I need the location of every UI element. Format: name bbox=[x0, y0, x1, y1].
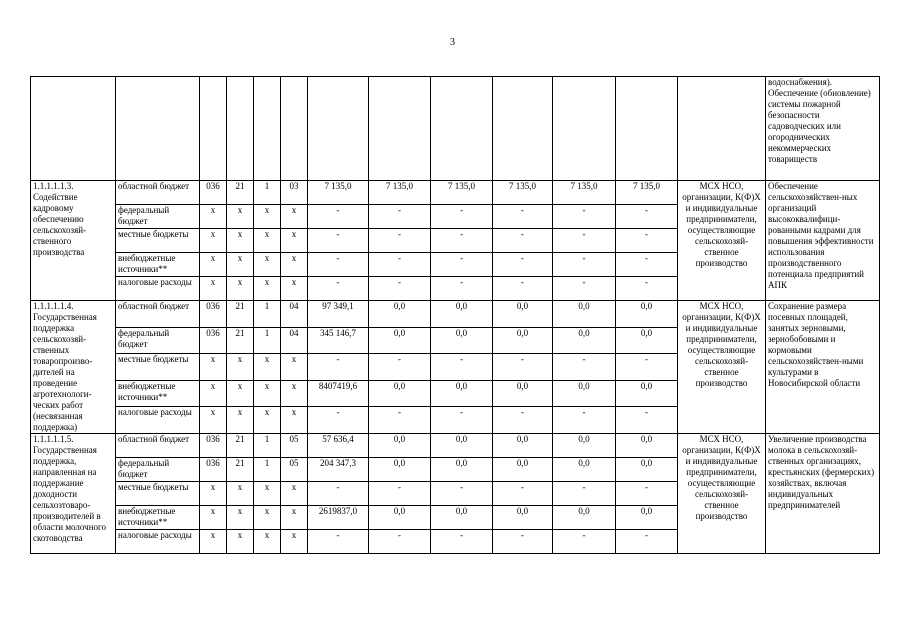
year-value-6: 0,0 bbox=[616, 506, 678, 530]
rz-code: х bbox=[227, 482, 254, 506]
pr-code: 1 bbox=[254, 458, 281, 482]
year-value-1: 7 135,0 bbox=[308, 181, 369, 205]
year-value-4: 0,0 bbox=[493, 434, 553, 458]
year-value-2: - bbox=[369, 253, 431, 277]
year-value-6: - bbox=[616, 354, 678, 381]
year-value-4: 0,0 bbox=[493, 301, 553, 328]
pr-code: х bbox=[254, 277, 281, 301]
year-value-6: - bbox=[616, 205, 678, 229]
executor: МСХ НСО, организации, К(Ф)Х и индивидуальные предприниматели, осуществляющие сельскохозяй-ственное производство bbox=[678, 434, 766, 554]
executor: МСХ НСО, организации, К(Ф)Х и индивидуальные предприниматели, осуществляющие сельскохозяй-ственное производство bbox=[678, 301, 766, 434]
rz-code: х bbox=[227, 407, 254, 434]
grbs-code: х bbox=[200, 253, 227, 277]
rz-code: 21 bbox=[227, 181, 254, 205]
grbs-code: х bbox=[200, 277, 227, 301]
measure-name: 1.1.1.1.1.4. Государственная поддержка сельскохозяй-ственных товаропроизво-дителей на проведение агротехнологи-ческих работ (несвязанная поддержка) bbox=[31, 301, 116, 434]
funding-source: областной бюджет bbox=[116, 434, 200, 458]
year-value-4: - bbox=[493, 253, 553, 277]
year-value-1: 57 636,4 bbox=[308, 434, 369, 458]
year-value-3: - bbox=[431, 277, 493, 301]
year-value-5: - bbox=[553, 277, 616, 301]
expected-result: Увеличение производства молока в сельскохозяй-ственных организациях, крестьянских (фермерских) хозяйствах, включая индивидуальных предпринимателей bbox=[766, 434, 880, 554]
year-value-2: - bbox=[369, 205, 431, 229]
year-value-3: - bbox=[431, 205, 493, 229]
csr-code: 04 bbox=[281, 301, 308, 328]
year-value-6: 0,0 bbox=[616, 380, 678, 407]
year-value-2: 7 135,0 bbox=[369, 181, 431, 205]
year-value-4: 0,0 bbox=[493, 380, 553, 407]
rz-code: 21 bbox=[227, 434, 254, 458]
year-value-5: - bbox=[553, 229, 616, 253]
year-value-6: 0,0 bbox=[616, 301, 678, 328]
year-value-2: 0,0 bbox=[369, 458, 431, 482]
table-row bbox=[31, 434, 880, 458]
funding-source: областной бюджет bbox=[116, 301, 200, 328]
rz-code: 21 bbox=[227, 301, 254, 328]
year-value-5: 0,0 bbox=[553, 506, 616, 530]
rz-code: х bbox=[227, 506, 254, 530]
year-value-2: 0,0 bbox=[369, 301, 431, 328]
funding-source: федеральный бюджет bbox=[116, 205, 200, 229]
year-value-2: 0,0 bbox=[369, 434, 431, 458]
funding-source: местные бюджеты bbox=[116, 229, 200, 253]
csr-code: х bbox=[281, 530, 308, 554]
year-value-2: 0,0 bbox=[369, 506, 431, 530]
year-value-1: - bbox=[308, 205, 369, 229]
csr-code: х bbox=[281, 407, 308, 434]
year-value-3: - bbox=[431, 530, 493, 554]
grbs-code: 036 bbox=[200, 434, 227, 458]
year-value-4: 0,0 bbox=[493, 327, 553, 354]
year-value-5: - bbox=[553, 530, 616, 554]
funding-source: областной бюджет bbox=[116, 181, 200, 205]
year-value-2: 0,0 bbox=[369, 327, 431, 354]
pr-code: х bbox=[254, 407, 281, 434]
year-value-4: - bbox=[493, 354, 553, 381]
grbs-code: х bbox=[200, 407, 227, 434]
grbs-code: 036 bbox=[200, 458, 227, 482]
year-value-4: - bbox=[493, 482, 553, 506]
csr-code: х bbox=[281, 380, 308, 407]
year-value-1: 97 349,1 bbox=[308, 301, 369, 328]
funding-source: налоговые расходы bbox=[116, 530, 200, 554]
funding-source: внебюджетные источники** bbox=[116, 380, 200, 407]
grbs-code: х bbox=[200, 205, 227, 229]
measure-name: 1.1.1.1.1.3. Содействие кадровому обеспечению сельскохозяй-ственного производства bbox=[31, 181, 116, 301]
grbs-code: х bbox=[200, 380, 227, 407]
year-value-5: - bbox=[553, 253, 616, 277]
year-value-5: 0,0 bbox=[553, 327, 616, 354]
year-value-1: 345 146,7 bbox=[308, 327, 369, 354]
year-value-3: - bbox=[431, 229, 493, 253]
csr-code: 03 bbox=[281, 181, 308, 205]
year-value-2: - bbox=[369, 407, 431, 434]
continuation-row bbox=[31, 77, 880, 181]
rz-code: х bbox=[227, 277, 254, 301]
rz-code: х bbox=[227, 354, 254, 381]
year-value-5: 0,0 bbox=[553, 458, 616, 482]
funding-source: федеральный бюджет bbox=[116, 458, 200, 482]
year-value-6: 7 135,0 bbox=[616, 181, 678, 205]
csr-code: х bbox=[281, 205, 308, 229]
year-value-5: - bbox=[553, 482, 616, 506]
year-value-1: - bbox=[308, 253, 369, 277]
pr-code: х bbox=[254, 506, 281, 530]
pr-code: 1 bbox=[254, 434, 281, 458]
csr-code: 05 bbox=[281, 458, 308, 482]
year-value-6: - bbox=[616, 253, 678, 277]
year-value-3: 0,0 bbox=[431, 301, 493, 328]
year-value-4: - bbox=[493, 530, 553, 554]
pr-code: х bbox=[254, 205, 281, 229]
rz-code: х bbox=[227, 530, 254, 554]
grbs-code: 036 bbox=[200, 181, 227, 205]
funding-source: внебюджетные источники** bbox=[116, 253, 200, 277]
rz-code: х bbox=[227, 229, 254, 253]
year-value-4: 7 135,0 bbox=[493, 181, 553, 205]
csr-code: х bbox=[281, 482, 308, 506]
pr-code: х bbox=[254, 354, 281, 381]
pr-code: 1 bbox=[254, 327, 281, 354]
csr-code: х bbox=[281, 506, 308, 530]
year-value-1: 2619837,0 bbox=[308, 506, 369, 530]
measure-name: 1.1.1.1.1.5. Государственная поддержка, направленная на поддержание доходности сельхозтоваро-производителей в области молочного скотоводства bbox=[31, 434, 116, 554]
year-value-1: 204 347,3 bbox=[308, 458, 369, 482]
year-value-1: - bbox=[308, 530, 369, 554]
csr-code: 05 bbox=[281, 434, 308, 458]
budget-table bbox=[30, 76, 880, 554]
grbs-code: х bbox=[200, 482, 227, 506]
funding-source: налоговые расходы bbox=[116, 407, 200, 434]
rz-code: х bbox=[227, 253, 254, 277]
year-value-2: - bbox=[369, 530, 431, 554]
year-value-4: - bbox=[493, 229, 553, 253]
rz-code: 21 bbox=[227, 458, 254, 482]
year-value-6: 0,0 bbox=[616, 434, 678, 458]
year-value-4: - bbox=[493, 277, 553, 301]
csr-code: х bbox=[281, 229, 308, 253]
year-value-2: - bbox=[369, 482, 431, 506]
continuation-result: водоснабжения). Обеспечение (обновление) системы пожарной безопасности садоводческих или огороднических некоммерческих товариществ bbox=[766, 77, 880, 181]
funding-source: внебюджетные источники** bbox=[116, 506, 200, 530]
year-value-5: 0,0 bbox=[553, 434, 616, 458]
year-value-3: 0,0 bbox=[431, 458, 493, 482]
rz-code: 21 bbox=[227, 327, 254, 354]
year-value-1: - bbox=[308, 354, 369, 381]
year-value-2: - bbox=[369, 354, 431, 381]
year-value-6: 0,0 bbox=[616, 458, 678, 482]
year-value-6: - bbox=[616, 482, 678, 506]
year-value-3: - bbox=[431, 482, 493, 506]
year-value-3: 0,0 bbox=[431, 434, 493, 458]
pr-code: х bbox=[254, 253, 281, 277]
year-value-2: 0,0 bbox=[369, 380, 431, 407]
year-value-1: 8407419,6 bbox=[308, 380, 369, 407]
year-value-5: 7 135,0 bbox=[553, 181, 616, 205]
grbs-code: х bbox=[200, 354, 227, 381]
year-value-3: 0,0 bbox=[431, 506, 493, 530]
pr-code: х bbox=[254, 229, 281, 253]
year-value-1: - bbox=[308, 277, 369, 301]
csr-code: х bbox=[281, 253, 308, 277]
year-value-3: 0,0 bbox=[431, 380, 493, 407]
year-value-6: - bbox=[616, 277, 678, 301]
year-value-1: - bbox=[308, 229, 369, 253]
year-value-5: - bbox=[553, 354, 616, 381]
csr-code: х bbox=[281, 277, 308, 301]
year-value-5: - bbox=[553, 407, 616, 434]
grbs-code: х bbox=[200, 530, 227, 554]
year-value-3: 7 135,0 bbox=[431, 181, 493, 205]
rz-code: х bbox=[227, 205, 254, 229]
year-value-2: - bbox=[369, 277, 431, 301]
year-value-1: - bbox=[308, 407, 369, 434]
funding-source: местные бюджеты bbox=[116, 482, 200, 506]
year-value-4: 0,0 bbox=[493, 506, 553, 530]
csr-code: х bbox=[281, 354, 308, 381]
executor: МСХ НСО, организации, К(Ф)Х и индивидуальные предприниматели, осуществляющие сельскохозяй-ственное производство bbox=[678, 181, 766, 301]
pr-code: 1 bbox=[254, 301, 281, 328]
year-value-1: - bbox=[308, 482, 369, 506]
year-value-3: 0,0 bbox=[431, 327, 493, 354]
funding-source: федеральный бюджет bbox=[116, 327, 200, 354]
pr-code: х bbox=[254, 530, 281, 554]
pr-code: 1 bbox=[254, 181, 281, 205]
expected-result: Обеспечение сельскохозяйствен-ных организаций высококвалифици-рованными кадрами для повышения эффективности использования производственного потенциала предприятий АПК bbox=[766, 181, 880, 301]
rz-code: х bbox=[227, 380, 254, 407]
year-value-5: - bbox=[553, 205, 616, 229]
year-value-5: 0,0 bbox=[553, 301, 616, 328]
year-value-3: - bbox=[431, 253, 493, 277]
year-value-6: 0,0 bbox=[616, 327, 678, 354]
year-value-6: - bbox=[616, 530, 678, 554]
grbs-code: 036 bbox=[200, 327, 227, 354]
year-value-3: - bbox=[431, 354, 493, 381]
grbs-code: х bbox=[200, 229, 227, 253]
year-value-4: 0,0 bbox=[493, 458, 553, 482]
year-value-5: 0,0 bbox=[553, 380, 616, 407]
groups-body bbox=[31, 181, 880, 554]
table-row bbox=[31, 301, 880, 328]
expected-result: Сохранение размера посевных площадей, занятых зерновыми, зернобобовыми и кормовыми сельскохозяйствен-ными культурами в Новосибирской области bbox=[766, 301, 880, 434]
grbs-code: 036 bbox=[200, 301, 227, 328]
grbs-code: х bbox=[200, 506, 227, 530]
year-value-4: - bbox=[493, 205, 553, 229]
year-value-6: - bbox=[616, 407, 678, 434]
pr-code: х bbox=[254, 380, 281, 407]
pr-code: х bbox=[254, 482, 281, 506]
funding-source: местные бюджеты bbox=[116, 354, 200, 381]
year-value-2: - bbox=[369, 229, 431, 253]
page-number: 3 bbox=[450, 37, 455, 48]
funding-source: налоговые расходы bbox=[116, 277, 200, 301]
csr-code: 04 bbox=[281, 327, 308, 354]
year-value-3: - bbox=[431, 407, 493, 434]
year-value-4: - bbox=[493, 407, 553, 434]
table-row bbox=[31, 181, 880, 205]
year-value-6: - bbox=[616, 229, 678, 253]
